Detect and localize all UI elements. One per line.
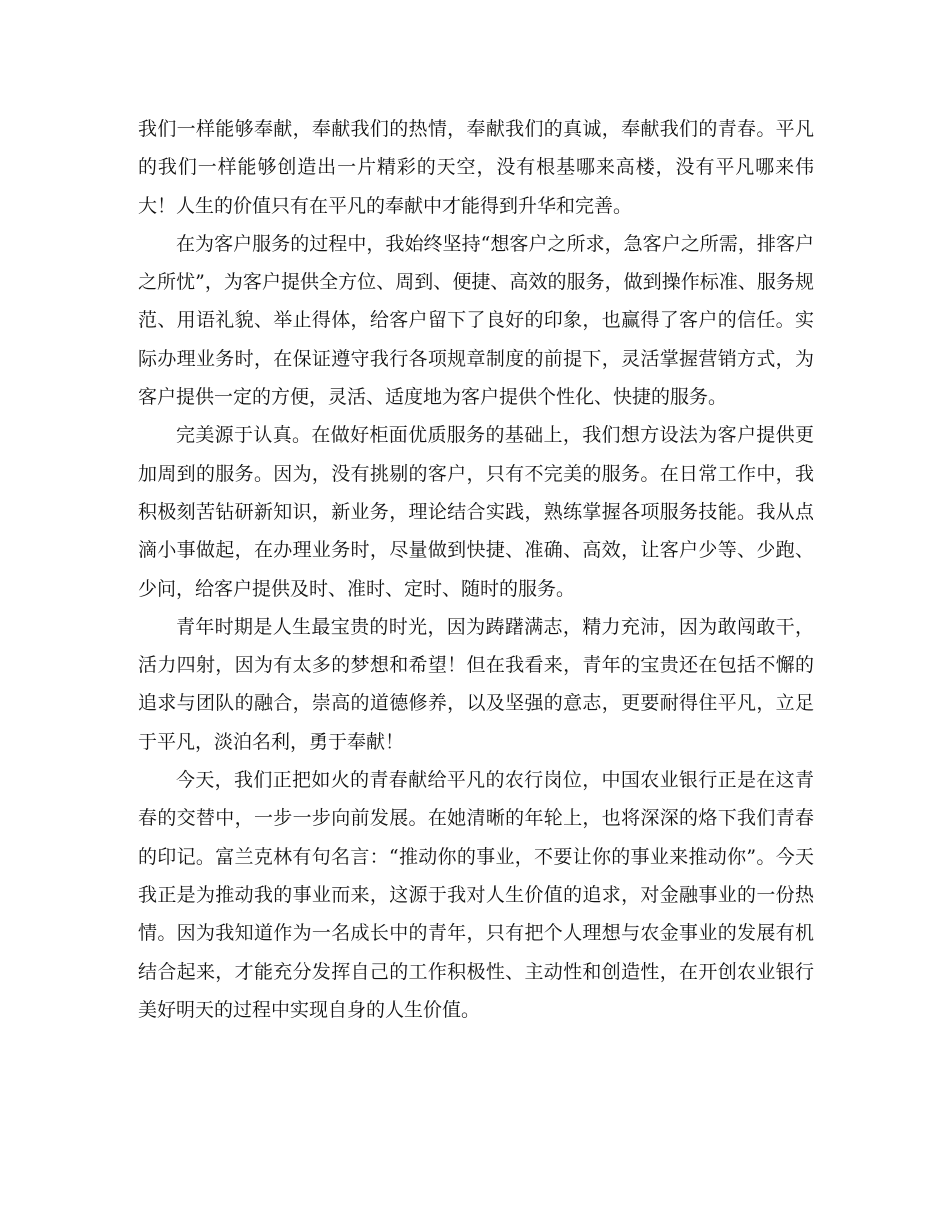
paragraph-2: 在为客户服务的过程中，我始终坚持“想客户之所求，急客户之所需，排客户之所忧”，为客户提供全方位、周到、便捷、高效的服务，做到操作标准、服务规范、用语礼貌、举止得体，给客户留下了良好的印象，也赢得了客户的信任。实际办理业务时，在保证遵守我行各项规章制度的前提下，灵活掌握营销方式，为客户提供一定的方便，灵活、适度地为客户提供个性化、快捷的服务。: [138, 232, 814, 409]
paragraph-4: 青年时期是人生最宝贵的时光，因为踌躇满志，精力充沛，因为敢闯敢干，活力四射，因为有太多的梦想和希望！但在我看来，青年的宝贵还在包括不懈的追求与团队的融合，崇高的道德修养，以及坚强的意志，更要耐得住平凡，立足于平凡，淡泊名利，勇于奉献！: [138, 615, 814, 753]
paragraph-5: 今天，我们正把如火的青春献给平凡的农行岗位，中国农业银行正是在这青春的交替中，一步一步向前发展。在她清晰的年轮上，也将深深的烙下我们青春的印记。富兰克林有句名言：“推动你的事业，不要让你的事业来推动你”。今天我正是为推动我的事业而来，这源于我对人生价值的追求，对金融事业的一份热情。因为我知道作为一名成长中的青年，只有把个人理想与农金事业的发展有机结合起来，才能充分发挥自己的工作积极性、主动性和创造性，在开创农业银行美好明天的过程中实现自身的人生价值。: [138, 769, 814, 1021]
paragraph-3: 完美源于认真。在做好柜面优质服务的基础上，我们想方设法为客户提供更加周到的服务。因为，没有挑剔的客户，只有不完美的服务。在日常工作中，我积极刻苦钻研新知识，新业务，理论结合实践，熟练掌握各项服务技能。我从点滴小事做起，在办理业务时，尽量做到快捷、准确、高效，让客户少等、少跑、少问，给客户提供及时、准时、定时、随时的服务。: [138, 424, 814, 600]
document-body: [138, 110, 814, 1029]
paragraph-1: 我们一样能够奉献，奉献我们的热情，奉献我们的真诚，奉献我们的青春。平凡的我们一样能够创造出一片精彩的天空，没有根基哪来高楼，没有平凡哪来伟大！人生的价值只有在平凡的奉献中才能得到升华和完善。: [138, 118, 814, 217]
